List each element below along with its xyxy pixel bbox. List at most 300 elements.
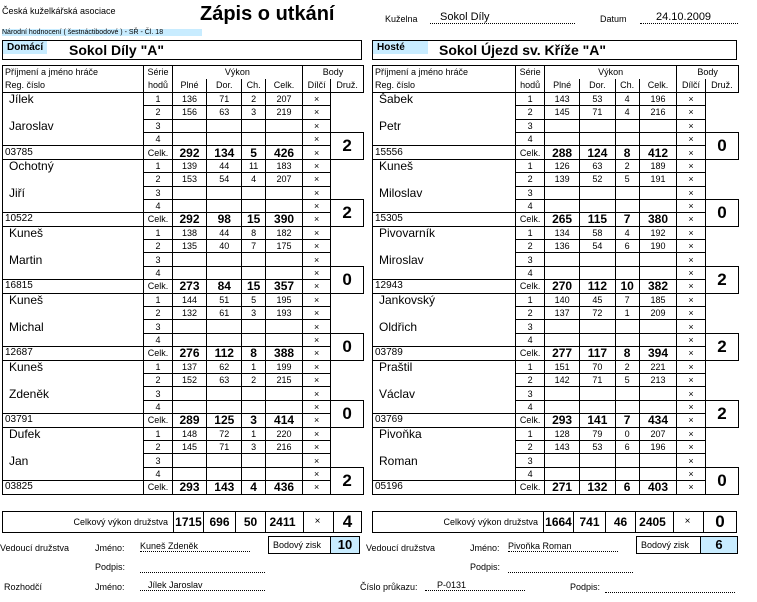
throw-value: 213 [639,373,676,386]
player-total: 403 [639,481,676,494]
throw-value [172,199,207,212]
home-results-table [2,65,364,495]
serie-number: 3 [144,387,172,400]
player-total: 117 [580,347,615,360]
dor-header: Dor. [207,79,242,92]
throw-value: 45 [580,293,615,306]
player-row [373,159,739,172]
throw-value: 3 [242,440,266,453]
player-total: 132 [580,481,615,494]
name-header: Příjmení a jméno hráče [373,66,516,79]
throw-value [172,333,207,346]
player-reg: 10522 [3,213,144,226]
throw-value [242,266,266,279]
player-row [373,293,739,306]
player-reg: 12687 [3,347,144,360]
player-row [3,440,364,453]
player-row [3,307,364,320]
name-cell [3,307,144,320]
druz-spacer [705,307,738,320]
player-row [3,199,364,212]
throw-value [544,333,579,346]
player-total: 273 [172,280,207,293]
association-name: Česká kuželkářská asociace [2,6,116,16]
throw-value: 0 [615,427,639,440]
celk-label: Celk. [144,146,172,159]
throw-value: 207 [266,92,303,105]
throw-value [580,454,615,467]
throw-value [615,119,639,132]
throw-value: 152 [172,373,207,386]
druz-spacer [331,307,364,320]
player-firstname: Jan [3,454,144,467]
serie-number: 2 [144,440,172,453]
throw-value: 6 [615,440,639,453]
cross-mark: × [303,454,331,467]
throw-value [615,253,639,266]
player-firstname: Martin [3,253,144,266]
player-total: 115 [580,213,615,226]
throw-value: 221 [639,360,676,373]
player-row [3,146,364,159]
player-total: 7 [615,213,639,226]
name-cell [373,199,516,212]
throw-value: 5 [242,293,266,306]
away-vedouci-name: Pivoňka Roman [508,541,618,552]
throw-value: 1 [242,427,266,440]
player-total: 414 [266,414,303,427]
throw-value: 8 [242,226,266,239]
throw-value [207,186,242,199]
cross-mark: × [677,226,706,239]
home-label: Domácí [3,41,47,54]
player-points: 2 [331,132,364,159]
druz-spacer [331,360,364,373]
druz-spacer [705,373,738,386]
cross-mark: × [303,414,331,427]
name-cell [373,106,516,119]
player-row [373,132,739,145]
away-jmeno-label: Jméno: [470,543,500,553]
player-row [3,132,364,145]
team-points: 0 [703,511,736,533]
cross-mark: × [677,253,706,266]
serie-number: 2 [144,373,172,386]
serie-number: 2 [516,307,545,320]
druz-header: Druž. [331,79,364,92]
throw-value: 209 [639,307,676,320]
player-row [3,226,364,239]
cross-mark: × [677,467,706,480]
rozhodci-name: Jílek Jaroslav [140,580,265,591]
player-row [3,400,364,413]
druz-spacer [705,387,738,400]
player-total: 292 [172,146,207,159]
throw-value: 139 [544,173,579,186]
throw-value: 135 [172,240,207,253]
player-total: 292 [172,213,207,226]
throw-value [615,132,639,145]
throw-value [544,199,579,212]
cross-mark: × [303,400,331,413]
player-row [373,146,739,159]
player-total: 382 [639,280,676,293]
player-surname: Jankovský [373,293,516,306]
serie-number: 1 [144,92,172,105]
cross-mark: × [303,146,331,159]
player-row [3,414,364,427]
cross-mark: × [677,146,706,159]
throw-value: 4 [242,173,266,186]
throw-value [615,387,639,400]
serie-number: 1 [144,360,172,373]
player-row [3,106,364,119]
serie-number: 3 [516,186,545,199]
team-total-value: 741 [573,511,605,533]
team-total-label: Celkový výkon družstva [73,517,168,527]
throw-value [266,333,303,346]
rozhodci-label: Rozhodčí [4,582,43,592]
throw-value [207,387,242,400]
throw-value: 71 [207,92,242,105]
datum-label: Datum [600,14,627,24]
throw-value: 142 [544,373,579,386]
team-total-cross: × [303,511,331,533]
throw-value: 4 [615,92,639,105]
player-row [373,360,739,373]
throw-value: 195 [266,293,303,306]
cross-mark: × [303,132,331,145]
cislo-prukazu-value: P-0131 [425,580,525,591]
player-total: 380 [639,213,676,226]
player-row [3,467,364,480]
serie-number: 1 [516,226,545,239]
player-surname: Šabek [373,92,516,105]
throw-value: 215 [266,373,303,386]
name-cell [373,173,516,186]
kuzelna-label: Kuželna [385,14,418,24]
vykon-header: Výkon [544,66,676,79]
player-total: 7 [615,414,639,427]
serie-number: 2 [516,440,545,453]
throw-value [266,266,303,279]
throw-value [615,199,639,212]
celk-header: Celk. [639,79,676,92]
throw-value [242,454,266,467]
serie-number: 1 [144,293,172,306]
throw-value [207,253,242,266]
serie-number: 1 [516,293,545,306]
throw-value: 136 [172,92,207,105]
cross-mark: × [303,226,331,239]
player-row [373,280,739,293]
name-cell [3,373,144,386]
throw-value: 207 [266,173,303,186]
druz-header: Druž. [705,79,738,92]
throw-value: 126 [544,159,579,172]
throw-value: 4 [615,106,639,119]
cross-mark: × [677,186,706,199]
throw-value: 44 [207,226,242,239]
throw-value [242,186,266,199]
throw-value: 145 [172,440,207,453]
player-total: 357 [266,280,303,293]
player-row [373,347,739,360]
player-row [3,159,364,172]
player-total: 271 [544,481,579,494]
celk-label: Celk. [516,213,545,226]
druz-spacer [331,92,364,105]
name-cell [373,266,516,279]
player-row [373,440,739,453]
throw-value: 1 [242,360,266,373]
throw-value [639,467,676,480]
name-cell [3,240,144,253]
throw-value: 207 [639,427,676,440]
celk-label: Celk. [144,213,172,226]
throw-value [242,387,266,400]
throw-value [639,253,676,266]
player-row [373,186,739,199]
throw-value: 63 [207,106,242,119]
throw-value: 72 [580,307,615,320]
home-podpis-line [140,572,265,573]
throw-value: 79 [580,427,615,440]
rozhodci-jmeno-label: Jméno: [95,582,125,592]
serie-number: 2 [516,173,545,186]
serie-number: 2 [516,373,545,386]
player-row [373,481,739,494]
team-total-cross: × [673,511,701,533]
player-points: 0 [705,132,738,159]
player-reg: 12943 [373,280,516,293]
throw-value [172,387,207,400]
druz-spacer [331,119,364,132]
player-total: 270 [544,280,579,293]
serie-number: 2 [144,173,172,186]
throw-value: 140 [544,293,579,306]
player-total: 293 [544,414,579,427]
throw-value [615,320,639,333]
serie-number: 1 [516,360,545,373]
serie-number: 2 [516,240,545,253]
cross-mark: × [303,481,331,494]
druz-spacer [705,320,738,333]
throw-value [580,253,615,266]
cross-mark: × [677,173,706,186]
player-row [373,199,739,212]
throw-value: 44 [207,159,242,172]
throw-value [207,199,242,212]
away-team-bar [372,40,737,60]
throw-value: 219 [266,106,303,119]
throw-value: 2 [242,92,266,105]
druz-spacer [705,454,738,467]
name-cell [3,199,144,212]
player-row [3,293,364,306]
away-total-row [372,511,737,533]
player-reg: 16815 [3,280,144,293]
home-bodovy-zisk-label: Bodový zisk [268,536,340,554]
druz-spacer [331,387,364,400]
throw-value [266,253,303,266]
player-total: 84 [207,280,242,293]
player-total: 293 [172,481,207,494]
team-points: 4 [333,511,361,533]
celk-label: Celk. [516,146,545,159]
serie-number: 3 [144,186,172,199]
celk-label: Celk. [516,280,545,293]
throw-value [615,400,639,413]
throw-value: 53 [580,92,615,105]
player-row [3,333,364,346]
throw-value: 2 [615,360,639,373]
plne-header: Plné [172,79,207,92]
throw-value [242,132,266,145]
name-cell [3,440,144,453]
player-total: 134 [207,146,242,159]
player-row [373,240,739,253]
player-firstname: Miroslav [373,253,516,266]
serie-number: 4 [144,132,172,145]
name-cell [373,440,516,453]
cross-mark: × [303,467,331,480]
druz-spacer [705,119,738,132]
cross-mark: × [677,440,706,453]
throw-value [266,400,303,413]
player-row [373,213,739,226]
throw-value [207,454,242,467]
throw-value [639,186,676,199]
dor-header: Dor. [580,79,615,92]
kuzelna-value: Sokol Díly [430,11,575,24]
player-points: 2 [705,333,738,360]
player-row [3,373,364,386]
throw-value [580,467,615,480]
cross-mark: × [677,266,706,279]
home-podpis-label: Podpis: [95,562,126,572]
serie-number: 3 [144,320,172,333]
cislo-prukazu-label: Číslo průkazu: [360,582,418,592]
serie-number: 1 [144,159,172,172]
player-reg: 15305 [373,213,516,226]
throw-value: 144 [172,293,207,306]
throw-value: 71 [207,440,242,453]
throw-value: 190 [639,240,676,253]
cross-mark: × [303,440,331,453]
druz-spacer [705,293,738,306]
serie-number: 4 [516,266,545,279]
player-firstname: Michal [3,320,144,333]
player-points: 0 [331,400,364,427]
cross-mark: × [677,199,706,212]
throw-value [172,467,207,480]
throw-value: 136 [544,240,579,253]
druz-spacer [331,253,364,266]
throw-value: 183 [266,159,303,172]
player-row [3,213,364,226]
player-surname: Ochotný [3,159,144,172]
throw-value [207,320,242,333]
player-reg: 03791 [3,414,144,427]
name-cell [373,132,516,145]
throw-value: 6 [615,240,639,253]
throw-value [266,199,303,212]
throw-value: 132 [172,307,207,320]
throw-value [639,119,676,132]
throw-value: 193 [266,307,303,320]
throw-value [544,467,579,480]
vykon-header: Výkon [172,66,302,79]
player-row [3,320,364,333]
player-points: 0 [705,199,738,226]
cross-mark: × [677,427,706,440]
cross-mark: × [303,253,331,266]
throw-value [242,199,266,212]
hodu-header: hodů [144,79,172,92]
home-team-bar [2,40,362,60]
player-firstname: Roman [373,454,516,467]
serie-number: 1 [516,159,545,172]
player-total: 8 [615,146,639,159]
throw-value [639,132,676,145]
player-points: 0 [705,467,738,494]
throw-value [266,186,303,199]
throw-value [266,467,303,480]
player-row [3,92,364,105]
cross-mark: × [677,106,706,119]
player-points: 0 [331,266,364,293]
throw-value [207,119,242,132]
serie-number: 4 [144,467,172,480]
throw-value [172,400,207,413]
player-row [3,186,364,199]
home-jmeno-label: Jméno: [95,543,125,553]
throw-value: 40 [207,240,242,253]
player-row [373,226,739,239]
throw-value [615,266,639,279]
serie-number: 3 [516,119,545,132]
name-cell [3,333,144,346]
team-total-value: 696 [203,511,235,533]
away-results-table [372,65,739,495]
cross-mark: × [677,213,706,226]
throw-value: 191 [639,173,676,186]
player-row [373,427,739,440]
throw-value: 62 [207,360,242,373]
throw-value [639,387,676,400]
cross-mark: × [303,106,331,119]
player-total: 426 [266,146,303,159]
player-points: 0 [331,333,364,360]
throw-value: 4 [615,226,639,239]
throw-value [242,253,266,266]
druz-spacer [705,427,738,440]
cross-mark: × [303,293,331,306]
throw-value: 63 [207,373,242,386]
player-total: 3 [242,414,266,427]
player-total: 10 [615,280,639,293]
throw-value [544,132,579,145]
druz-spacer [331,106,364,119]
serie-number: 3 [144,454,172,467]
player-reg: 03785 [3,146,144,159]
celk-label: Celk. [144,481,172,494]
throw-value [580,119,615,132]
throw-value [544,387,579,400]
throw-value: 139 [172,159,207,172]
throw-value [266,132,303,145]
